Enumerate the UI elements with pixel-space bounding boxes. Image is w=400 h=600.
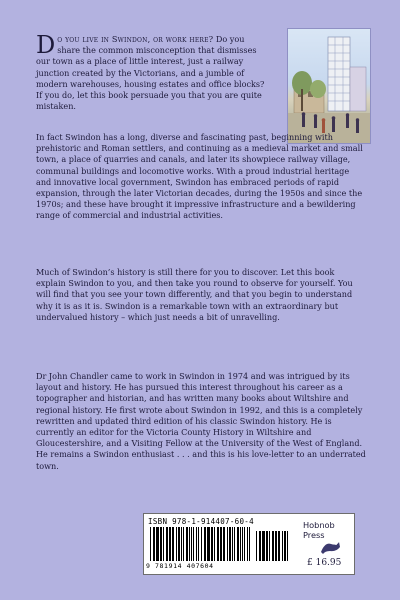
barcode-bar (201, 527, 202, 561)
barcode-bar (242, 527, 243, 561)
barcode-bar (272, 531, 274, 561)
barcode-bar (196, 527, 197, 561)
barcode-bars (150, 527, 290, 561)
barcode-panel (143, 513, 355, 575)
intro-text: Do you share the common misconception that dismisses our town as a place of little interest, just a railway junction created by the Victorians, and a jumble of modern warehouses, housing estates and office blocks? If you do, let this book persuade you that you are quite mistaken. (36, 34, 265, 112)
barcode-bar (262, 531, 265, 561)
barcode-bar (160, 527, 162, 561)
barcode-bar (282, 531, 283, 561)
barcode-bar (211, 527, 213, 561)
barcode-bar (232, 527, 233, 561)
barcode-bar (275, 531, 277, 561)
barcode-bar (269, 531, 270, 561)
barcode-bar (247, 527, 248, 561)
cover-painting-image (287, 28, 371, 144)
barcode-bar (256, 531, 257, 561)
barcode-bar (156, 527, 159, 561)
barcode-bar (186, 527, 188, 561)
barcode-bar (153, 527, 155, 561)
barcode-bar (169, 527, 171, 561)
barcode-bar (191, 527, 192, 561)
barcode-bar (166, 527, 168, 561)
barcode-bar (223, 527, 225, 561)
barcode-bar (176, 527, 177, 561)
barcode-bar (284, 531, 286, 561)
barcode-bar (237, 527, 239, 561)
barcode-bar (287, 531, 288, 561)
barcode-bar (217, 527, 219, 561)
publisher-name-line2: Press (303, 530, 325, 540)
barcode-bar (278, 531, 280, 561)
discover-paragraph: Much of Swindon’s history is still there for you to discover. Let this book explain Swindon to you, and then take you round to observe for yourself. You will find that you see your town differently, and that you begin to understand why it is as it is. Swindon is a remarkable town with an extraordinary but undervalued history – which just needs a bit of unravelling. (36, 267, 353, 322)
barcode-bar (181, 527, 182, 561)
intro-paragraph (36, 31, 266, 112)
isbn-label: ISBN 978-1-914407-60-4 (148, 517, 254, 526)
barcode-bar (249, 527, 250, 561)
author-bio-paragraph: Dr John Chandler came to work in Swindon in 1974 and was intrigued by its layout and history. He has pursued this interest throughout his career as a topographer and historian, and has written many books about Wiltshire and regional history. He first wrote about Swindon in 1992, and this is a completely rewritten and updated third edition of his classic Swindon history. He is currently an editor for the Victoria County History in Wiltshire and Gloucestershire, and a Visiting Fellow at the University of the West of England. He remains a Swindon enthusiast . . . and this is his love-letter to an underrated town. (36, 371, 366, 471)
barcode-bar (178, 527, 180, 561)
barcode-bar (204, 527, 206, 561)
barcode-bar (220, 527, 222, 561)
barcode-bar (193, 527, 194, 561)
barcode-digits: 9 781914 407604 (146, 562, 214, 570)
publisher-panel (301, 516, 351, 570)
drop-cap: D (36, 31, 56, 59)
history-paragraph: In fact Swindon has a long, diverse and fascinating past, beginning with prehistoric and Roman settlers, and continuing as a medieval market and small town, a place of quarries and canals, and later its showpiece railway village, communal buildings and locomotive works. With a proud industrial heritage and innovative local government, Swindon has embraced periods of rapid expansion, through the later Victorian decades, during the 1950s and since the 1970s; and these have brought it impressive infrastructure and a bewildering range of commercial and industrial activities. (36, 132, 363, 221)
barcode-bar (227, 527, 228, 561)
barcode-bar (240, 527, 241, 561)
barcode-bar (234, 527, 235, 561)
price-label: £ 16.95 (307, 558, 342, 568)
barcode-bar (229, 527, 231, 561)
barcode-bar (172, 527, 174, 561)
barcode-bar (189, 527, 190, 561)
barcode-bar (198, 527, 199, 561)
publisher-name-line1: Hobnob (303, 520, 335, 530)
barcode-bar (207, 527, 210, 561)
barcode-bar (214, 527, 215, 561)
intro-lead: o you live in Swindon, or work here? (57, 34, 214, 44)
barcode-bar (163, 527, 164, 561)
publisher-name (303, 520, 351, 540)
barcode-bar (244, 527, 245, 561)
barcode-bar (183, 527, 184, 561)
barcode-bar (259, 531, 261, 561)
barcode-bar (266, 531, 268, 561)
hobnob-logo-icon (319, 538, 341, 556)
barcode-bar (150, 527, 151, 561)
